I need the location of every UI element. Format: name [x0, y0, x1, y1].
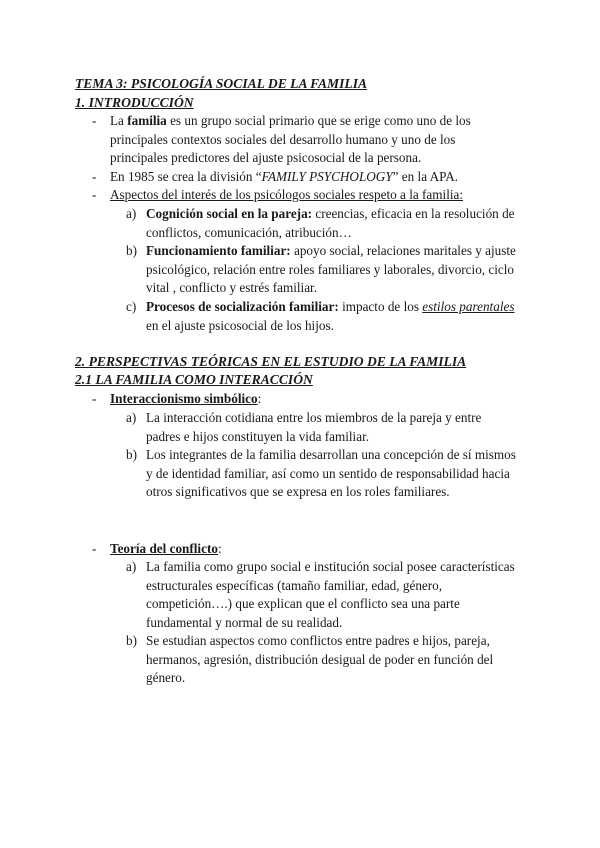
interaccionismo-item-a: La interacción cotidiana entre los miembros de la pareja y entre padres e hijos constituyen la vida familiar. [146, 410, 482, 444]
list-letter: a) [126, 559, 137, 574]
section-1-heading: 1. INTRODUCCIÓN [75, 95, 194, 110]
list-letter: c) [126, 299, 137, 314]
list-item-procesos: Procesos de socialización familiar: impacto de los estilos parentales en el ajuste psicosocial de los hijos. [146, 299, 515, 333]
list-item-funcionamiento: Funcionamiento familiar: apoyo social, relaciones maritales y ajuste psicológico, relación entre roles familiares y laborales, divorcio, ciclo vital , conflicto y estrés familiar. [146, 243, 516, 296]
section-2-1-heading: 2.1 LA FAMILIA COMO INTERACCIÓN [75, 372, 313, 387]
list-letter: b) [126, 633, 137, 648]
bullet-dash: - [92, 169, 97, 184]
intro-bullet-familia: La familia es un grupo social primario que se erige como uno de los principales contextos sociales del desarrollo humano y uno de los principales predictores del ajuste psicosocial de la persona. [110, 113, 471, 166]
conflicto-heading: Teoría del conflicto: [110, 541, 222, 556]
intro-bullet-1985: En 1985 se crea la división “FAMILY PSYCHOLOGY” en la APA. [110, 169, 459, 184]
bullet-dash: - [92, 113, 97, 128]
document-title: TEMA 3: PSICOLOGÍA SOCIAL DE LA FAMILIA [75, 76, 368, 91]
intro-bullet-aspectos: Aspectos del interés de los psicólogos sociales respeto a la familia: [110, 187, 464, 202]
list-letter: a) [126, 206, 137, 221]
bullet-dash: - [92, 541, 97, 556]
bullet-dash: - [92, 391, 97, 406]
interaccionismo-item-b: Los integrantes de la familia desarrollan una concepción de sí mismos y de identidad familiar, así como un sentido de responsabilidad hacia otros significativos que se expresa en los roles familiares. [146, 447, 516, 500]
section-2-heading: 2. PERSPECTIVAS TEÓRICAS EN EL ESTUDIO DE LA FAMILIA [75, 354, 467, 369]
conflicto-item-a: La familia como grupo social e institución social posee características estructurales específicas (tamaño familiar, edad, género, competición….) que explican que el conflicto sea una parte fundamental y normal de su realidad. [146, 559, 515, 630]
interaccionismo-heading: Interaccionismo simbólico: [110, 391, 262, 406]
list-item-cognicion: Cognición social en la pareja: creencias, eficacia en la resolución de conflictos, comunicación, atribución… [146, 206, 515, 240]
list-letter: b) [126, 447, 137, 462]
list-letter: b) [126, 243, 137, 258]
bullet-dash: - [92, 187, 97, 202]
conflicto-item-b: Se estudian aspectos como conflictos entre padres e hijos, pareja, hermanos, agresión, distribución desigual de poder en función del género. [146, 633, 494, 686]
list-letter: a) [126, 410, 137, 425]
